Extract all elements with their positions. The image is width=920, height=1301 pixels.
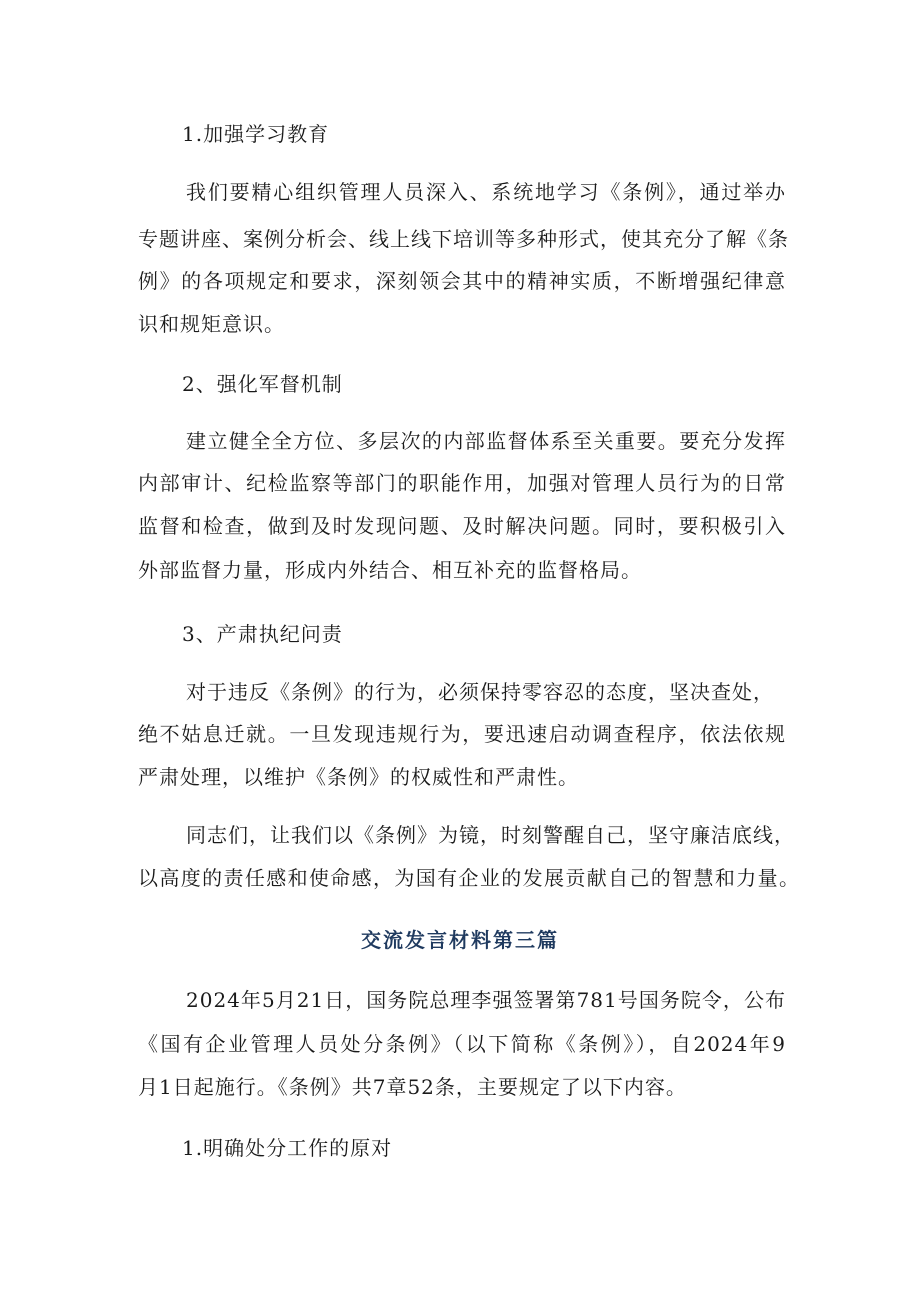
- paragraph-line: 识和规矩意识。: [138, 312, 285, 336]
- heading-1: 1.加强学习教育: [182, 122, 330, 146]
- paragraph-line: 绝不姑息迁就。一旦发现违规行为，要迅速启动调查程序，依法依规: [138, 722, 786, 746]
- paragraph-line: 监督和检查，做到及时发现问题、及时解决问题。同时，要积极引入: [138, 514, 786, 538]
- paragraph-line: 我们要精心组织管理人员深入、系统地学习《条例》，通过举办: [186, 180, 786, 204]
- closing-line: 以高度的责任感和使命感，为国有企业的发展贡献自己的智慧和力量。: [138, 866, 800, 890]
- heading-3: 3、产肃执纪问责: [182, 622, 343, 646]
- section-title: 交流发言材料第三篇: [361, 928, 559, 952]
- intro-line: 《国有企业管理人员处分条例》（以下简称《条例》），自2024年9: [138, 1032, 786, 1056]
- paragraph-line: 对于违反《条例》的行为，必须保持零容忍的态度，坚决查处，: [186, 680, 774, 704]
- paragraph-line: 内部审计、纪检监察等部门的职能作用，加强对管理人员行为的日常: [138, 471, 786, 495]
- intro-line: 2024年5月21日，国务院总理李强签署第781号国务院令，公布: [186, 988, 786, 1012]
- paragraph-line: 外部监督力量，形成内外结合、相互补充的监督格局。: [138, 558, 642, 582]
- closing-line: 同志们，让我们以《条例》为镜，时刻警醒自己，坚守廉洁底线，: [186, 823, 795, 847]
- heading-4: 1.明确处分工作的原对: [182, 1136, 393, 1160]
- paragraph-line: 专题讲座、案例分析会、线上线下培训等多种形式，使其充分了解《条: [138, 227, 789, 251]
- paragraph-line: 建立健全全方位、多层次的内部监督体系至关重要。要充分发挥: [186, 429, 786, 453]
- heading-2: 2、强化军督机制: [182, 372, 343, 396]
- intro-line: 月1日起施行。《条例》共7章52条，主要规定了以下内容。: [138, 1075, 687, 1099]
- paragraph-line: 例》的各项规定和要求，深刻领会其中的精神实质，不断增强纪律意: [138, 269, 786, 293]
- paragraph-line: 严肃处理，以维护《条例》的权威性和严肃性。: [138, 765, 579, 789]
